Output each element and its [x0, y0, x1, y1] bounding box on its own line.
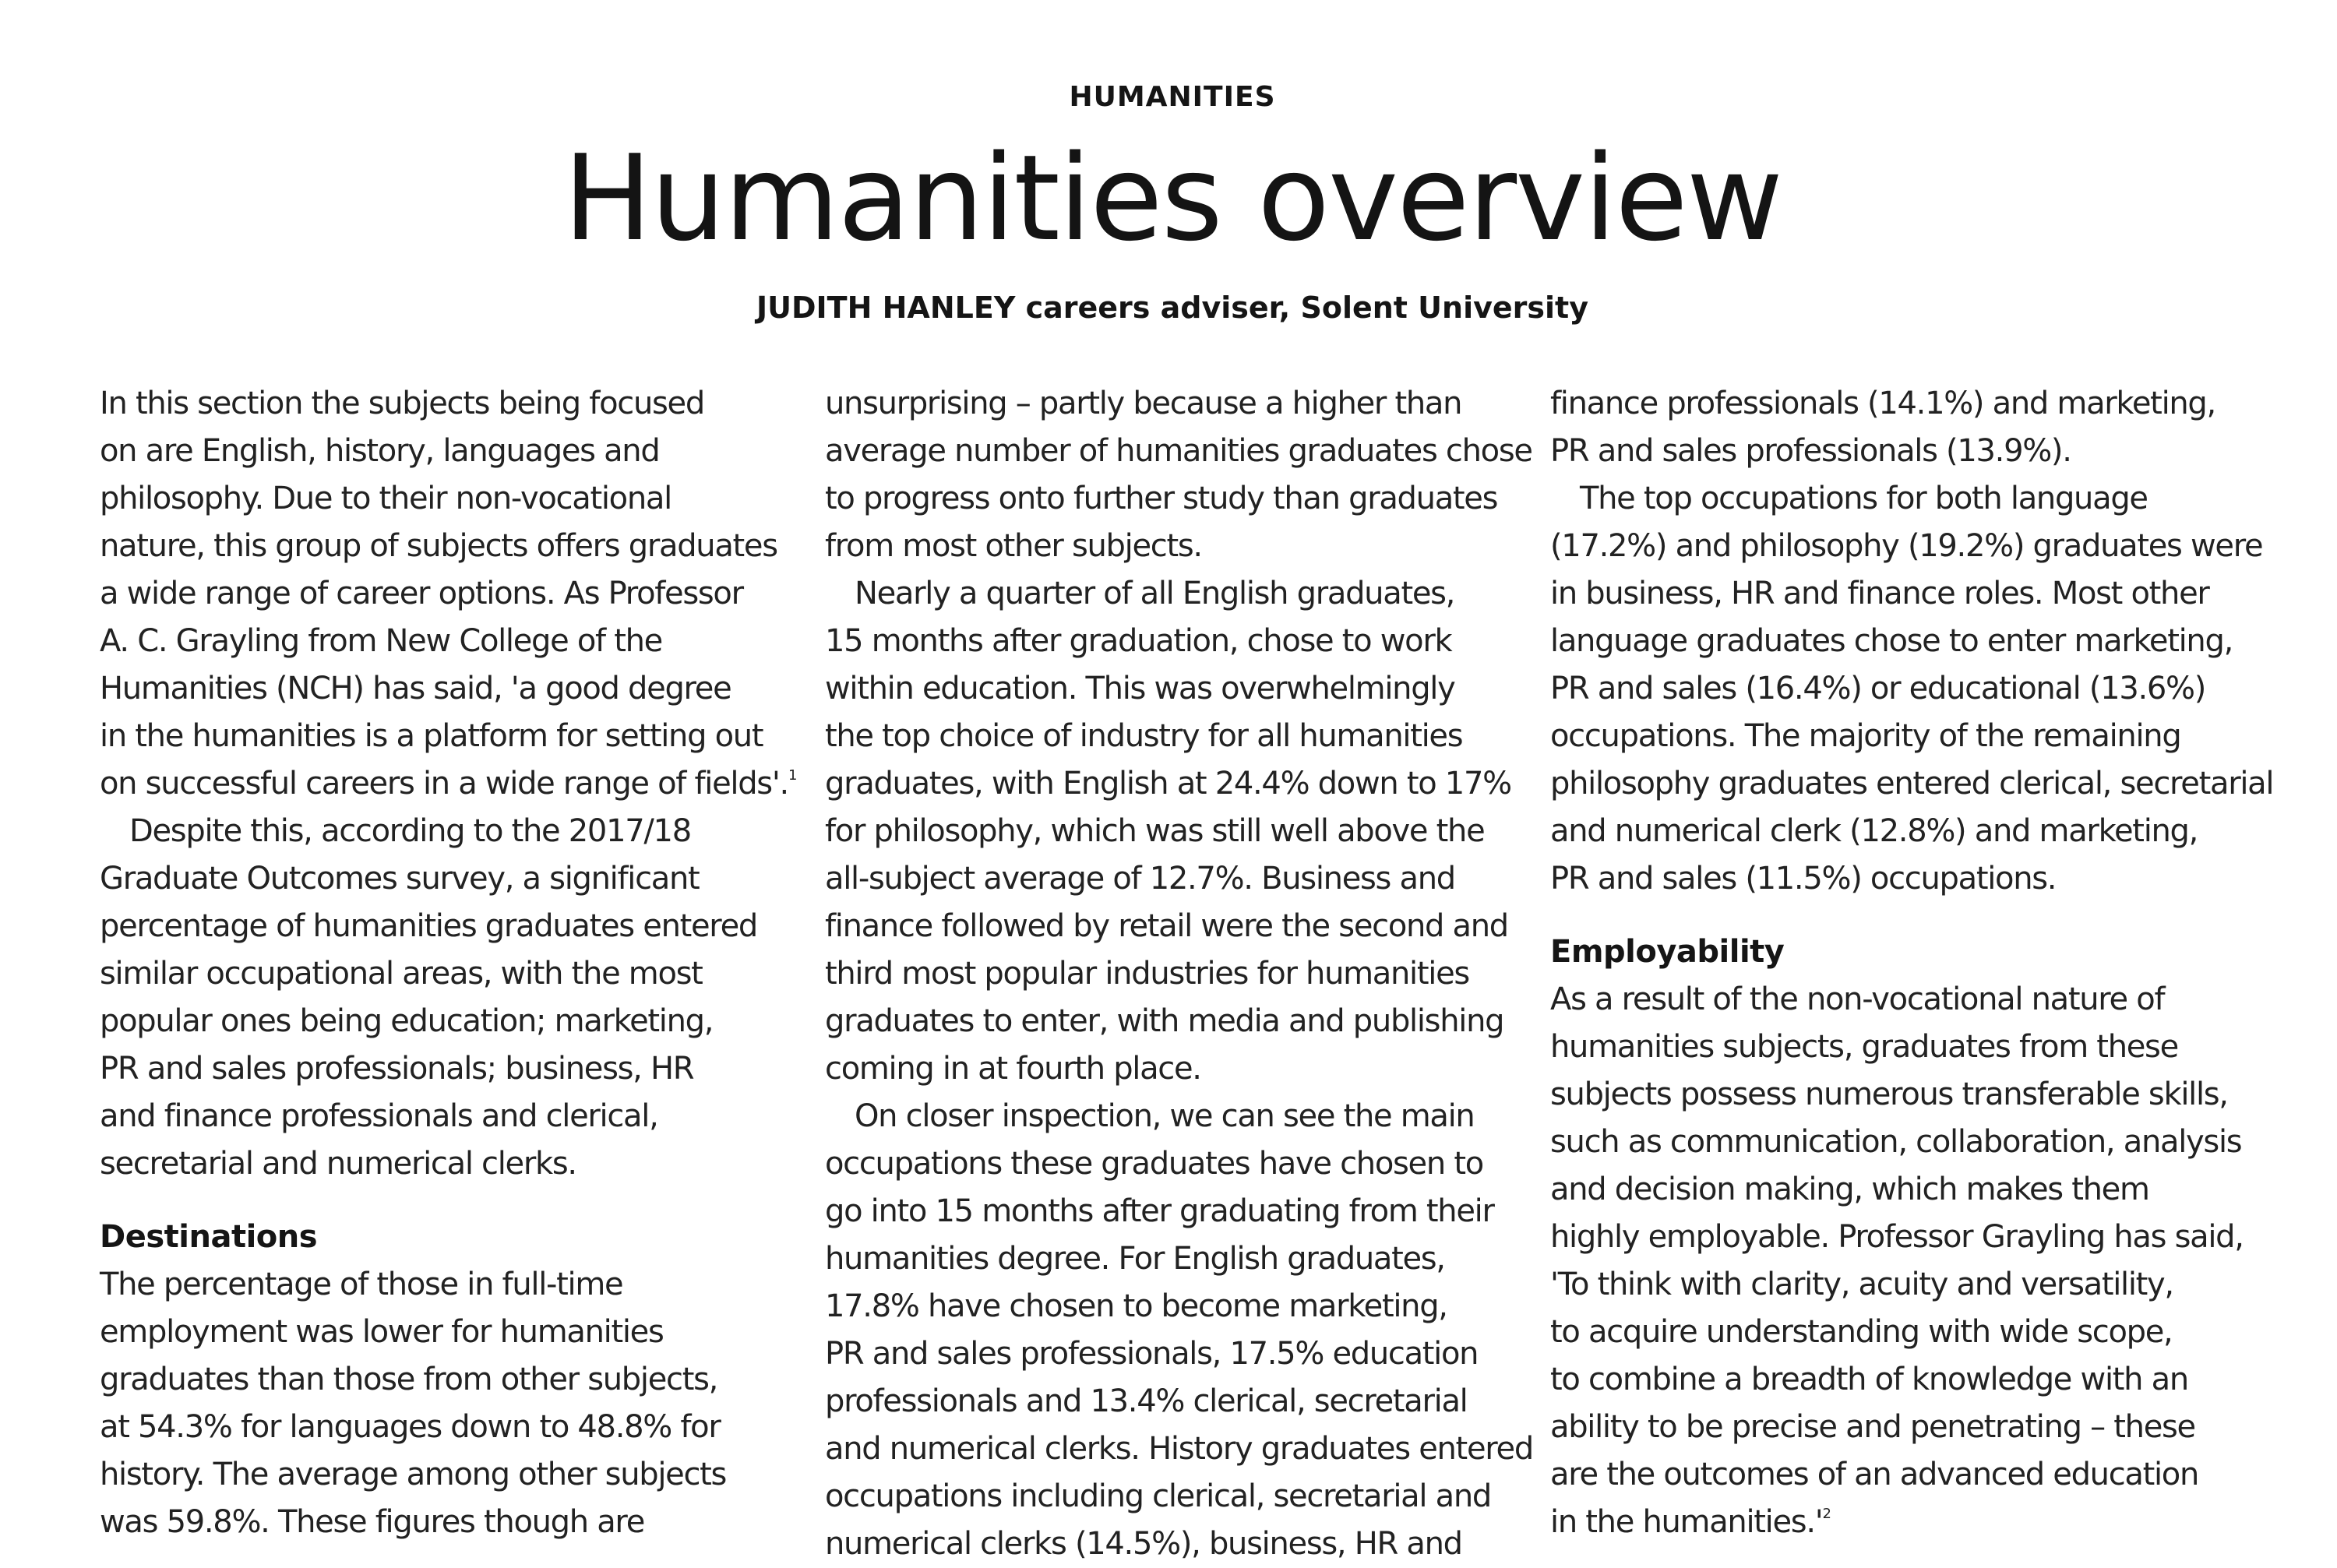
text-line: 'To think with clarity, acuity and versatility,	[1550, 1267, 2173, 1302]
section-label: HUMANITIES	[1069, 81, 1276, 113]
text-line: professionals and 13.4% clerical, secretarial	[825, 1383, 1468, 1419]
text-line: 15 months after graduation, chose to work	[825, 623, 1452, 659]
text-line: nature, this group of subjects offers graduates	[100, 528, 777, 564]
text-line: was 59.8%. These figures though are	[100, 1504, 645, 1540]
text-line: and numerical clerks. History graduates entered	[825, 1431, 1533, 1467]
text-column-2	[825, 380, 1533, 1568]
text-line: coming in at fourth place.	[825, 1051, 1201, 1087]
text-line: Despite this, according to the 2017/18	[129, 813, 691, 849]
text-line: third most popular industries for humanities	[825, 956, 1469, 992]
footnote-ref-1: 1	[788, 767, 797, 784]
text-line: philosophy. Due to their non-vocational	[100, 481, 671, 516]
text-line: Nearly a quarter of all English graduates,	[855, 576, 1455, 611]
text-line: In this section the subjects being focused	[100, 386, 704, 421]
text-line: to acquire understanding with wide scope,	[1550, 1314, 2173, 1350]
text-line: and finance professionals and clerical,	[100, 1098, 658, 1134]
text-line: in the humanities is a platform for setting out	[100, 718, 763, 754]
footnote-ref-2: 2	[1822, 1506, 1831, 1522]
text-line: on are English, history, languages and	[100, 433, 660, 469]
text-line: humanities subjects, graduates from these	[1550, 1029, 2178, 1065]
text-line: the top choice of industry for all humanities	[825, 718, 1463, 754]
text-line: PR and sales professionals; business, HR	[100, 1051, 694, 1087]
text-line: PR and sales (16.4%) or educational (13.6%)	[1550, 671, 2206, 706]
text-line: highly employable. Professor Grayling has said,	[1550, 1219, 2244, 1255]
text-line: 17.8% have chosen to become marketing,	[825, 1288, 1447, 1324]
text-line	[1550, 1499, 2251, 1546]
text-line: to progress onto further study than graduates	[825, 481, 1498, 516]
text-line: ability to be precise and penetrating – these	[1550, 1409, 2195, 1445]
text-line: On closer inspection, we can see the main	[855, 1098, 1475, 1134]
text-line: PR and sales professionals (13.9%).	[1550, 433, 2071, 469]
paragraph-english-graduates	[825, 570, 1526, 1093]
text-line: graduates to enter, with media and publishing	[825, 1003, 1504, 1039]
paragraph-finance-professionals	[1550, 380, 2251, 475]
text-line: in business, HR and finance roles. Most other	[1550, 576, 2209, 611]
text-line: from most other subjects.	[825, 528, 1202, 564]
byline	[0, 291, 2337, 325]
paragraph-closer-inspection	[825, 1093, 1533, 1568]
text-line: The top occupations for both language	[1580, 481, 2148, 516]
paragraph-despite	[100, 808, 801, 1188]
text-line: go into 15 months after graduating from their	[825, 1193, 1494, 1229]
text-line: occupations these graduates have chosen to	[825, 1146, 1483, 1182]
text-line: language graduates chose to enter marketing,	[1550, 623, 2233, 659]
text-line: percentage of humanities graduates entered	[100, 908, 757, 944]
text-line: similar occupational areas, with the most	[100, 956, 703, 992]
text-line: philosophy graduates entered clerical, secretarial	[1550, 766, 2274, 802]
paragraph-top-occupations	[1550, 475, 2274, 903]
text-line: all-subject average of 12.7%. Business and	[825, 861, 1455, 897]
byline-role: careers adviser, Solent University	[1015, 291, 1588, 325]
text-line: (17.2%) and philosophy (19.2%) graduates were	[1550, 528, 2263, 564]
text-line: Graduate Outcomes survey, a significant	[100, 861, 700, 897]
text-line: Humanities (NCH) has said, 'a good degree	[100, 671, 731, 706]
text-line: As a result of the non-vocational nature of	[1550, 981, 2165, 1017]
text-line-content: in the humanities.'	[1550, 1504, 1823, 1540]
paragraph-unsurprising	[825, 380, 1532, 570]
text-line: are the outcomes of an advanced education	[1550, 1457, 2199, 1492]
text-line: to combine a breadth of knowledge with an	[1550, 1362, 2188, 1397]
text-line: finance professionals (14.1%) and marketing,	[1550, 386, 2215, 421]
text-line: such as communication, collaboration, analysis	[1550, 1124, 2242, 1160]
text-column-3	[1550, 380, 2274, 1546]
text-line: for philosophy, which was still well above the	[825, 813, 1485, 849]
heading-destinations: Destinations	[100, 1219, 318, 1255]
text-line: at 54.3% for languages down to 48.8% for	[100, 1409, 721, 1445]
text-line: PR and sales professionals, 17.5% education	[825, 1336, 1479, 1372]
text-line: within education. This was overwhelmingly	[825, 671, 1455, 706]
text-line: The percentage of those in full-time	[100, 1267, 623, 1302]
paragraph-employability	[1550, 976, 2251, 1546]
text-line: and numerical clerk (12.8%) and marketing,	[1550, 813, 2198, 849]
text-line: A. C. Grayling from New College of the	[100, 623, 662, 659]
text-line: secretarial and numerical clerks.	[100, 1146, 576, 1182]
text-line: numerical clerks (14.5%), business, HR and	[825, 1526, 1462, 1562]
text-line: graduates, with English at 24.4% down to 17%	[825, 766, 1511, 802]
text-line: average number of humanities graduates chose	[825, 433, 1532, 469]
heading-employability: Employability	[1550, 934, 1785, 970]
text-line: graduates than those from other subjects,	[100, 1362, 718, 1397]
text-line: subjects possess numerous transferable skills,	[1550, 1076, 2228, 1112]
text-line: occupations including clerical, secretarial and	[825, 1478, 1491, 1514]
text-line: unsurprising – partly because a higher than	[825, 386, 1462, 421]
byline-author: JUDITH HANLEY	[756, 291, 1016, 325]
text-line: employment was lower for humanities	[100, 1314, 664, 1350]
text-line: finance followed by retail were the second and	[825, 908, 1508, 944]
text-line: occupations. The majority of the remaining	[1550, 718, 2181, 754]
text-column-1	[100, 380, 801, 1546]
text-line: popular ones being education; marketing,	[100, 1003, 714, 1039]
text-line	[100, 760, 801, 808]
text-line: PR and sales (11.5%) occupations.	[1550, 861, 2057, 897]
text-line: history. The average among other subjects	[100, 1457, 727, 1492]
text-line: humanities degree. For English graduates,	[825, 1241, 1445, 1277]
paragraph-destinations	[100, 1261, 801, 1546]
text-line: and decision making, which makes them	[1550, 1172, 2149, 1207]
text-line: a wide range of career options. As Professor	[100, 576, 743, 611]
paragraph-intro	[100, 380, 801, 808]
page-title: Humanities overview	[562, 129, 1782, 267]
text-line-content: on successful careers in a wide range of fields'.	[100, 766, 788, 802]
